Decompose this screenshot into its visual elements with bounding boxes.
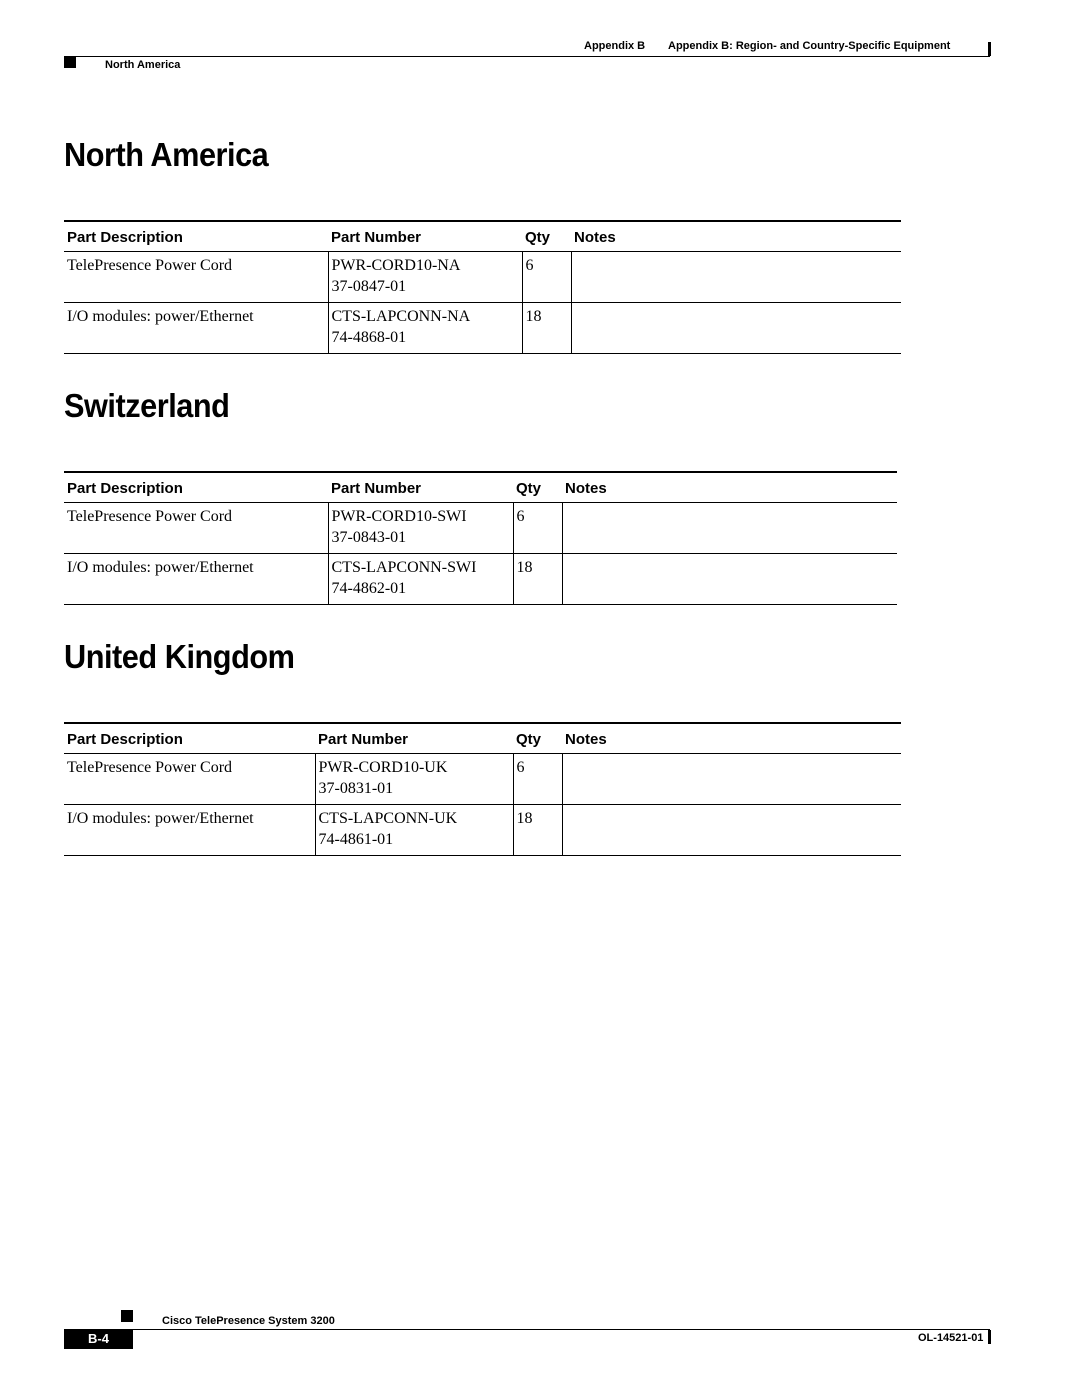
part-code: PWR-CORD10-NA [331, 257, 461, 274]
part-id: 37-0843-01 [331, 529, 407, 546]
col-qty: Qty [513, 472, 562, 503]
cell-description: TelePresence Power Cord [64, 503, 328, 554]
cell-part-number [315, 805, 513, 856]
part-id: 74-4862-01 [331, 580, 407, 597]
part-id: 37-0831-01 [318, 780, 394, 797]
cell-qty: 6 [513, 503, 562, 554]
cell-part-number [328, 252, 522, 303]
cell-part-number [328, 303, 522, 354]
table-row [64, 754, 901, 805]
footer-square [121, 1310, 133, 1322]
header-bar [988, 42, 991, 56]
cell-notes [562, 754, 901, 805]
part-code: CTS-LAPCONN-UK [318, 810, 458, 827]
cell-qty: 18 [513, 554, 562, 605]
col-part-number: Part Number [315, 723, 513, 754]
header-chapter: Appendix B [584, 40, 646, 52]
table-header-row [64, 472, 897, 503]
table-row [64, 252, 901, 303]
footer-book-title: Cisco TelePresence System 3200 [162, 1315, 335, 1327]
part-id: 74-4868-01 [331, 329, 407, 346]
cell-part-number [315, 754, 513, 805]
table-row [64, 303, 901, 354]
table-row [64, 805, 901, 856]
cell-description: TelePresence Power Cord [64, 252, 328, 303]
col-part-description: Part Description [64, 472, 328, 503]
section-heading-switzerland: Switzerland [64, 387, 230, 424]
cell-description: I/O modules: power/Ethernet [64, 554, 328, 605]
footer-rule [64, 1329, 990, 1330]
cell-part-number [328, 554, 513, 605]
header-square [64, 56, 76, 68]
col-qty: Qty [513, 723, 562, 754]
table-united-kingdom [64, 722, 901, 856]
cell-notes [571, 252, 901, 303]
table-north-america [64, 220, 901, 354]
part-code: CTS-LAPCONN-SWI [331, 559, 477, 576]
cell-description: I/O modules: power/Ethernet [64, 805, 315, 856]
cell-notes [562, 503, 897, 554]
table-row [64, 503, 897, 554]
part-code: PWR-CORD10-SWI [331, 508, 467, 525]
part-id: 37-0847-01 [331, 278, 407, 295]
table-header-row [64, 221, 901, 252]
part-id: 74-4861-01 [318, 831, 394, 848]
cell-description: I/O modules: power/Ethernet [64, 303, 328, 354]
col-notes: Notes [562, 472, 897, 503]
footer-doc-number: OL-14521-01 [918, 1332, 984, 1344]
col-notes: Notes [562, 723, 901, 754]
cell-notes [562, 805, 901, 856]
col-part-number: Part Number [328, 221, 522, 252]
cell-notes [562, 554, 897, 605]
section-heading-north-america: North America [64, 136, 269, 173]
cell-description: TelePresence Power Cord [64, 754, 315, 805]
table-switzerland [64, 471, 897, 605]
cell-qty: 18 [522, 303, 571, 354]
section-heading-united-kingdom: United Kingdom [64, 638, 295, 675]
cell-qty: 6 [513, 754, 562, 805]
col-part-number: Part Number [328, 472, 513, 503]
header-section: North America [105, 59, 181, 71]
col-part-description: Part Description [64, 723, 315, 754]
col-part-description: Part Description [64, 221, 328, 252]
col-notes: Notes [571, 221, 901, 252]
cell-qty: 6 [522, 252, 571, 303]
part-code: CTS-LAPCONN-NA [331, 308, 471, 325]
part-code: PWR-CORD10-UK [318, 759, 448, 776]
footer-page-number: B-4 [64, 1329, 133, 1349]
table-row [64, 554, 897, 605]
cell-qty: 18 [513, 805, 562, 856]
header-title: Appendix B: Region- and Country-Specific Equipment [668, 40, 951, 52]
cell-part-number [328, 503, 513, 554]
footer-bar [988, 1330, 991, 1344]
col-qty: Qty [522, 221, 571, 252]
header-rule [64, 56, 990, 57]
table-header-row [64, 723, 901, 754]
cell-notes [571, 303, 901, 354]
